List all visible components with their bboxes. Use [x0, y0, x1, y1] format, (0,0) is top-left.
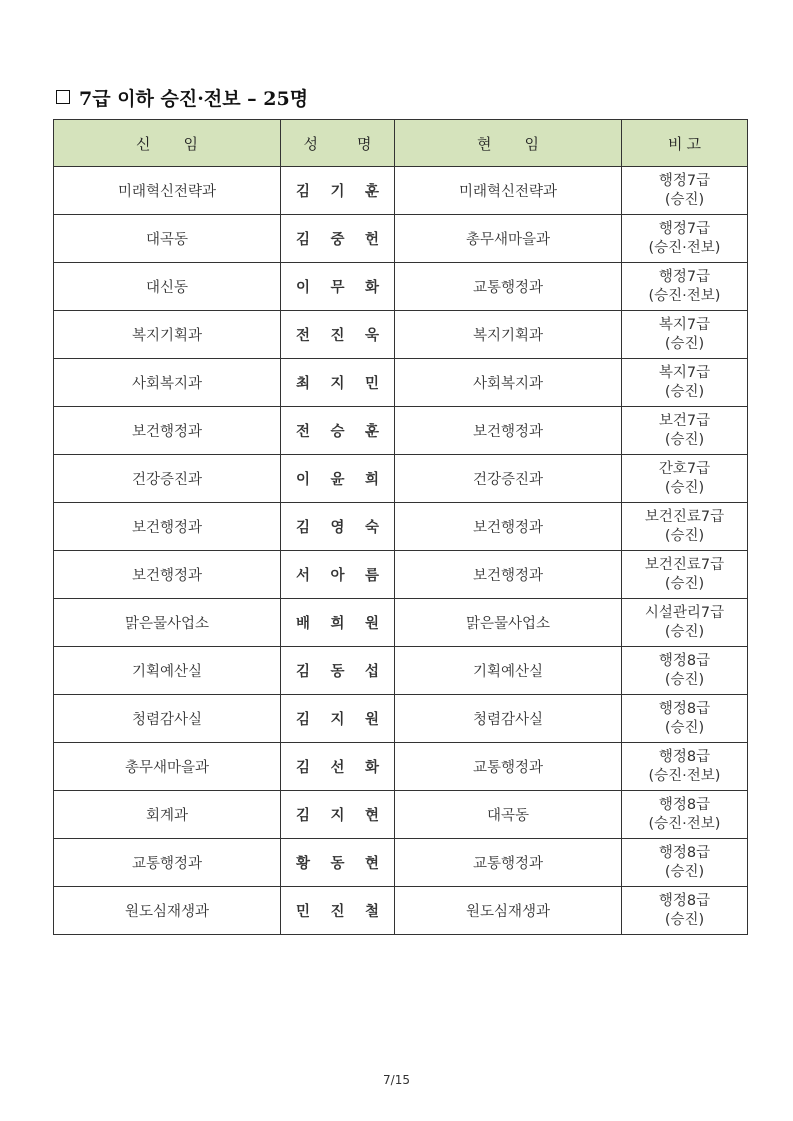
- new-post-cell: 교통행정과: [54, 839, 281, 887]
- new-post-cell: 청렴감사실: [54, 695, 281, 743]
- note-cell: [622, 407, 748, 455]
- current-post-cell: 맑은물사업소: [395, 599, 622, 647]
- appointment-type-text: (승진): [664, 383, 705, 400]
- current-post-cell: 원도심재생과: [395, 887, 622, 935]
- column-header-current-post: 현 임: [395, 120, 622, 167]
- name-char: 철: [364, 903, 379, 920]
- note-cell: [622, 887, 748, 935]
- note-cell: [622, 503, 748, 551]
- note-cell: [622, 167, 748, 215]
- note-cell: [622, 599, 748, 647]
- name-char: 영: [330, 519, 345, 536]
- name-char: 현: [364, 807, 379, 824]
- appointment-type-text: (승진·전보): [648, 239, 721, 256]
- appointment-type-text: (승진): [664, 575, 705, 592]
- name-cell: [281, 311, 395, 359]
- name-char: 전: [296, 327, 311, 344]
- name-cell: [281, 503, 395, 551]
- new-post-cell: 미래혁신전략과: [54, 167, 281, 215]
- name-char: 중: [330, 231, 345, 248]
- name-char: 진: [330, 327, 345, 344]
- new-post-cell: 대신동: [54, 263, 281, 311]
- name-cell: [281, 167, 395, 215]
- section-heading: [56, 84, 308, 110]
- name-cell: [281, 359, 395, 407]
- note-cell: [622, 263, 748, 311]
- section-heading-text: 7급 이하 승진·전보 – 25명: [79, 87, 309, 110]
- current-post-cell: 청렴감사실: [395, 695, 622, 743]
- note-cell: [622, 839, 748, 887]
- name-char: 황: [296, 855, 311, 872]
- appointment-type-text: (승진): [664, 191, 705, 208]
- grade-text: 행정7급: [658, 220, 711, 237]
- column-header-note: 비고: [622, 120, 748, 167]
- current-post-cell: 사회복지과: [395, 359, 622, 407]
- table-header-row: [54, 120, 748, 167]
- name-cell: [281, 263, 395, 311]
- appointment-type-text: (승진): [664, 431, 705, 448]
- appointment-type-text: (승진·전보): [648, 287, 721, 304]
- new-post-cell: 보건행정과: [54, 407, 281, 455]
- name-char: 훈: [364, 183, 379, 200]
- table-row: [54, 695, 748, 743]
- name-char: 선: [330, 759, 345, 776]
- grade-text: 보건진료7급: [644, 556, 725, 573]
- name-char: 섭: [364, 663, 379, 680]
- current-post-cell: 복지기획과: [395, 311, 622, 359]
- name-char: 김: [296, 231, 311, 248]
- note-cell: [622, 551, 748, 599]
- name-char: 희: [364, 471, 379, 488]
- checkbox-square-icon: [56, 90, 70, 104]
- name-char: 동: [330, 855, 345, 872]
- name-char: 화: [364, 279, 379, 296]
- name-cell: [281, 551, 395, 599]
- table-row: [54, 791, 748, 839]
- note-cell: [622, 695, 748, 743]
- name-char: 김: [296, 711, 311, 728]
- name-char: 희: [330, 615, 345, 632]
- new-post-cell: 맑은물사업소: [54, 599, 281, 647]
- grade-text: 보건진료7급: [644, 508, 725, 525]
- name-cell: [281, 215, 395, 263]
- name-cell: [281, 695, 395, 743]
- name-cell: [281, 407, 395, 455]
- name-char: 아: [330, 567, 345, 584]
- current-post-cell: 미래혁신전략과: [395, 167, 622, 215]
- new-post-cell: 회계과: [54, 791, 281, 839]
- new-post-cell: 보건행정과: [54, 551, 281, 599]
- name-cell: [281, 455, 395, 503]
- current-post-cell: 교통행정과: [395, 743, 622, 791]
- name-char: 원: [364, 615, 379, 632]
- note-cell: [622, 311, 748, 359]
- grade-text: 복지7급: [658, 316, 711, 333]
- current-post-cell: 건강증진과: [395, 455, 622, 503]
- name-cell: [281, 599, 395, 647]
- note-cell: [622, 215, 748, 263]
- table-row: [54, 359, 748, 407]
- grade-text: 행정8급: [658, 892, 711, 909]
- grade-text: 행정7급: [658, 172, 711, 189]
- table-row: [54, 455, 748, 503]
- grade-text: 행정8급: [658, 796, 711, 813]
- column-header-new-post: 신 임: [54, 120, 281, 167]
- grade-text: 행정8급: [658, 700, 711, 717]
- appointment-type-text: (승진): [664, 527, 705, 544]
- table-row: [54, 263, 748, 311]
- name-char: 김: [296, 807, 311, 824]
- name-char: 배: [296, 615, 311, 632]
- note-cell: [622, 791, 748, 839]
- new-post-cell: 대곡동: [54, 215, 281, 263]
- current-post-cell: 보건행정과: [395, 503, 622, 551]
- name-char: 원: [364, 711, 379, 728]
- current-post-cell: 교통행정과: [395, 263, 622, 311]
- column-header-name: 성 명: [281, 120, 395, 167]
- grade-text: 간호7급: [658, 460, 711, 477]
- name-char: 김: [296, 519, 311, 536]
- name-char: 진: [330, 903, 345, 920]
- appointment-type-text: (승진): [664, 623, 705, 640]
- appointment-type-text: (승진): [664, 863, 705, 880]
- name-char: 현: [364, 855, 379, 872]
- appointment-type-text: (승진·전보): [648, 767, 721, 784]
- name-cell: [281, 791, 395, 839]
- appointment-type-text: (승진·전보): [648, 815, 721, 832]
- name-char: 김: [296, 183, 311, 200]
- current-post-cell: 기획예산실: [395, 647, 622, 695]
- name-char: 최: [296, 375, 311, 392]
- name-char: 지: [330, 375, 345, 392]
- name-char: 승: [330, 423, 345, 440]
- current-post-cell: 총무새마을과: [395, 215, 622, 263]
- grade-text: 행정8급: [658, 652, 711, 669]
- name-char: 이: [296, 279, 311, 296]
- grade-text: 행정7급: [658, 268, 711, 285]
- table-row: [54, 407, 748, 455]
- current-post-cell: 보건행정과: [395, 551, 622, 599]
- appointment-type-text: (승진): [664, 719, 705, 736]
- name-char: 훈: [364, 423, 379, 440]
- current-post-cell: 보건행정과: [395, 407, 622, 455]
- appointment-type-text: (승진): [664, 671, 705, 688]
- table-row: [54, 743, 748, 791]
- name-char: 화: [364, 759, 379, 776]
- table-row: [54, 167, 748, 215]
- current-post-cell: 대곡동: [395, 791, 622, 839]
- name-char: 동: [330, 663, 345, 680]
- new-post-cell: 총무새마을과: [54, 743, 281, 791]
- name-cell: [281, 743, 395, 791]
- name-char: 윤: [330, 471, 345, 488]
- name-char: 름: [364, 567, 379, 584]
- table-row: [54, 215, 748, 263]
- grade-text: 복지7급: [658, 364, 711, 381]
- name-char: 지: [330, 711, 345, 728]
- grade-text: 행정8급: [658, 748, 711, 765]
- appointment-type-text: (승진): [664, 479, 705, 496]
- current-post-cell: 교통행정과: [395, 839, 622, 887]
- table-row: [54, 599, 748, 647]
- name-char: 지: [330, 807, 345, 824]
- name-char: 헌: [364, 231, 379, 248]
- name-char: 서: [296, 567, 311, 584]
- name-char: 이: [296, 471, 311, 488]
- new-post-cell: 원도심재생과: [54, 887, 281, 935]
- grade-text: 시설관리7급: [644, 604, 725, 621]
- grade-text: 행정8급: [658, 844, 711, 861]
- name-char: 김: [296, 663, 311, 680]
- appointment-type-text: (승진): [664, 911, 705, 928]
- appointment-type-text: (승진): [664, 335, 705, 352]
- new-post-cell: 보건행정과: [54, 503, 281, 551]
- name-char: 민: [296, 903, 311, 920]
- table-row: [54, 839, 748, 887]
- table-row: [54, 311, 748, 359]
- name-char: 김: [296, 759, 311, 776]
- table-row: [54, 503, 748, 551]
- name-cell: [281, 839, 395, 887]
- grade-text: 보건7급: [658, 412, 711, 429]
- note-cell: [622, 455, 748, 503]
- page-number: 7/15: [383, 1073, 410, 1087]
- name-cell: [281, 647, 395, 695]
- table-row: [54, 551, 748, 599]
- new-post-cell: 건강증진과: [54, 455, 281, 503]
- table-row: [54, 647, 748, 695]
- name-char: 민: [364, 375, 379, 392]
- note-cell: [622, 743, 748, 791]
- name-char: 전: [296, 423, 311, 440]
- note-cell: [622, 359, 748, 407]
- name-char: 무: [330, 279, 345, 296]
- new-post-cell: 기획예산실: [54, 647, 281, 695]
- table-row: [54, 887, 748, 935]
- name-char: 욱: [364, 327, 379, 344]
- name-char: 숙: [364, 519, 379, 536]
- name-char: 기: [330, 183, 345, 200]
- note-cell: [622, 647, 748, 695]
- promotion-table: [53, 119, 748, 935]
- new-post-cell: 복지기획과: [54, 311, 281, 359]
- new-post-cell: 사회복지과: [54, 359, 281, 407]
- name-cell: [281, 887, 395, 935]
